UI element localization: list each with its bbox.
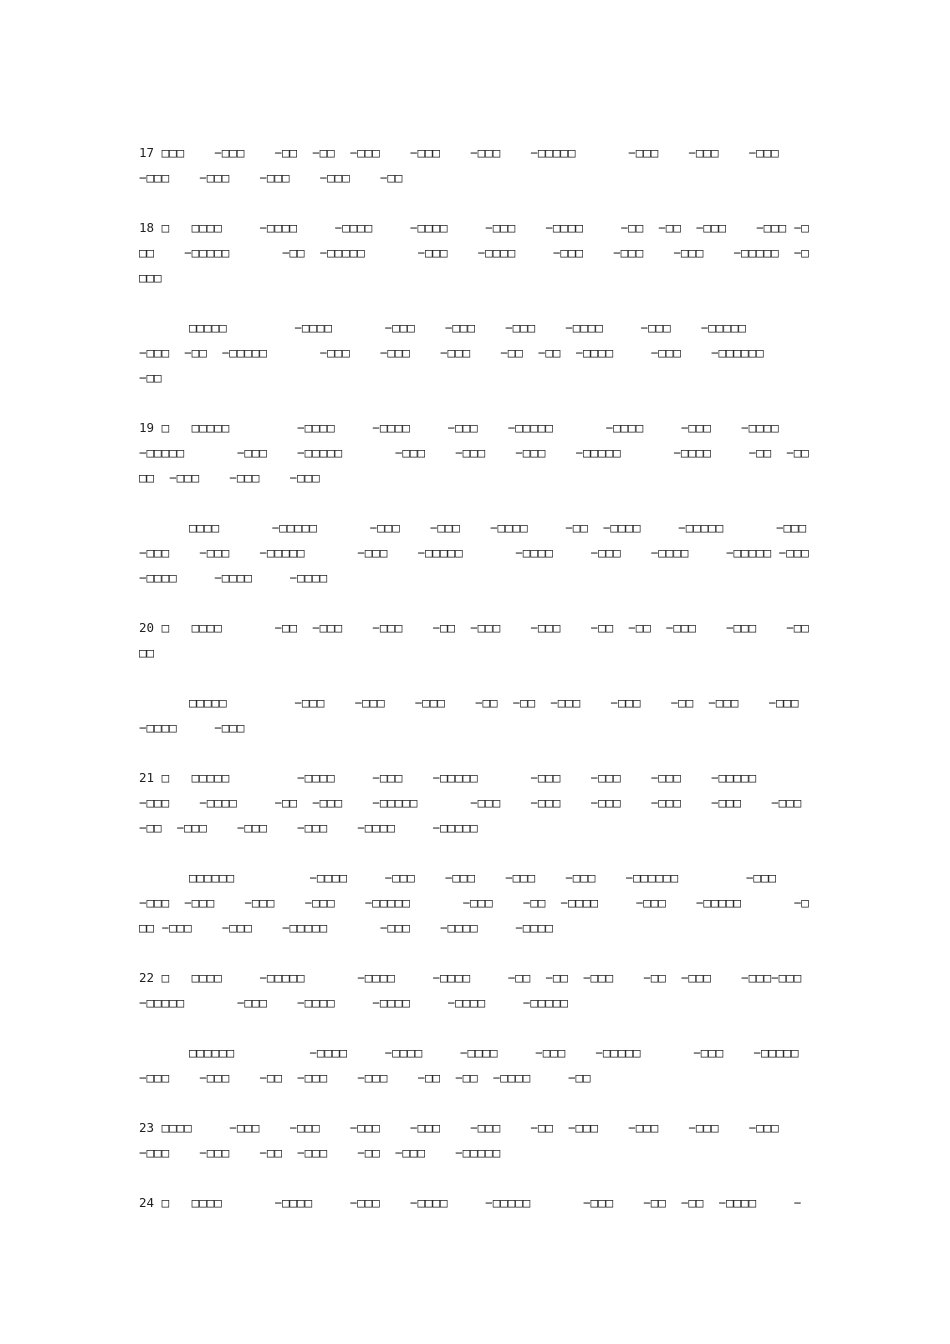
paragraph-18-continued: □□□□□ −□□□□ −□□□ −□□□ −□□□ −□□□□ −□□□ −□□□□□ −□□□ −□□ −□□□□□ −□□□ −□□□ −□□□ −□□ −□□ −□□□□ −□□□ −□□□□□□ −□□: [139, 320, 824, 385]
document-body: [139, 140, 839, 1240]
paragraph-22-continued: □□□□□□ −□□□□ −□□□□ −□□□□ −□□□ −□□□□□ −□□□ −□□□□□ −□□□ −□□□ −□□ −□□□ −□□□ −□□ −□□ −□□□□ −□□: [139, 1045, 814, 1085]
paragraph-21: 21 □ □□□□□ −□□□□ −□□□ −□□□□□ −□□□ −□□□ −□□□ −□□□□□ −□□□ −□□□□ −□□ −□□□ −□□□□□ −□□□ −□□□ −□□□ −□□□ −□□□ −□□□−□□ −□□□ −□□□ −□□□ −□□□□ −□□□□□: [139, 770, 809, 835]
paragraph-21-continued: □□□□□□ −□□□□ −□□□ −□□□ −□□□ −□□□ −□□□□□□ −□□□ −□□□ −□□□ −□□□ −□□□ −□□□□□ −□□□ −□□ −□□□□ −□□□ −□□□□□ −□□□ −□□□ −□□□ −□□□□□ −□□□ −□□□□ −□□□□: [139, 870, 809, 935]
paragraph-18: 18 □ □□□□ −□□□□ −□□□□ −□□□□ −□□□ −□□□□ −□□ −□□ −□□□ −□□□ −□□□ −□□□□□ −□□ −□□□□□ −□□□ −□□□□ −□□□ −□□□ −□□□ −□□□□□ −□□□□: [139, 220, 809, 285]
paragraph-19-continued: □□□□ −□□□□□ −□□□ −□□□ −□□□□ −□□ −□□□□ −□□□□□ −□□□ −□□□ −□□□ −□□□□□ −□□□ −□□□□□ −□□□□ −□□□ −□□□□ −□□□□□ −□□□ −□□□□ −□□□□ −□□□□: [139, 520, 839, 585]
paragraph-22: 22 □ □□□□ −□□□□□ −□□□□ −□□□□ −□□ −□□ −□□□ −□□ −□□□ −□□□−□□□ −□□□□□ −□□□ −□□□□ −□□□□ −□□□□ −□□□□□: [139, 970, 832, 1010]
paragraph-19: 19 □ □□□□□ −□□□□ −□□□□ −□□□ −□□□□□ −□□□□ −□□□ −□□□□ −□□□□□ −□□□ −□□□□□ −□□□ −□□□ −□□□ −□□□□□ −□□□□ −□□ −□□□□ −□□□ −□□□ −□□□: [139, 420, 809, 485]
paragraph-20: 20 □ □□□□ −□□ −□□□ −□□□ −□□ −□□□ −□□□ −□□ −□□ −□□□ −□□□ −□□□□: [139, 620, 809, 660]
paragraph-20-continued: □□□□□ −□□□ −□□□ −□□□ −□□ −□□ −□□□ −□□□ −□□ −□□□ −□□□ −□□□□ −□□□: [139, 695, 807, 735]
paragraph-24: 24 □ □□□□ −□□□□ −□□□ −□□□□ −□□□□□ −□□□ −□□ −□□ −□□□□ −: [139, 1195, 802, 1210]
paragraph-23: 23 □□□□ −□□□ −□□□ −□□□ −□□□ −□□□ −□□ −□□□ −□□□ −□□□ −□□□ −□□□ −□□□ −□□ −□□□ −□□ −□□□ −□□□□□: [139, 1120, 809, 1160]
paragraph-17: 17 □□□ −□□□ −□□ −□□ −□□□ −□□□ −□□□ −□□□□□ −□□□ −□□□ −□□□ −□□□ −□□□ −□□□ −□□□ −□□: [139, 145, 809, 185]
